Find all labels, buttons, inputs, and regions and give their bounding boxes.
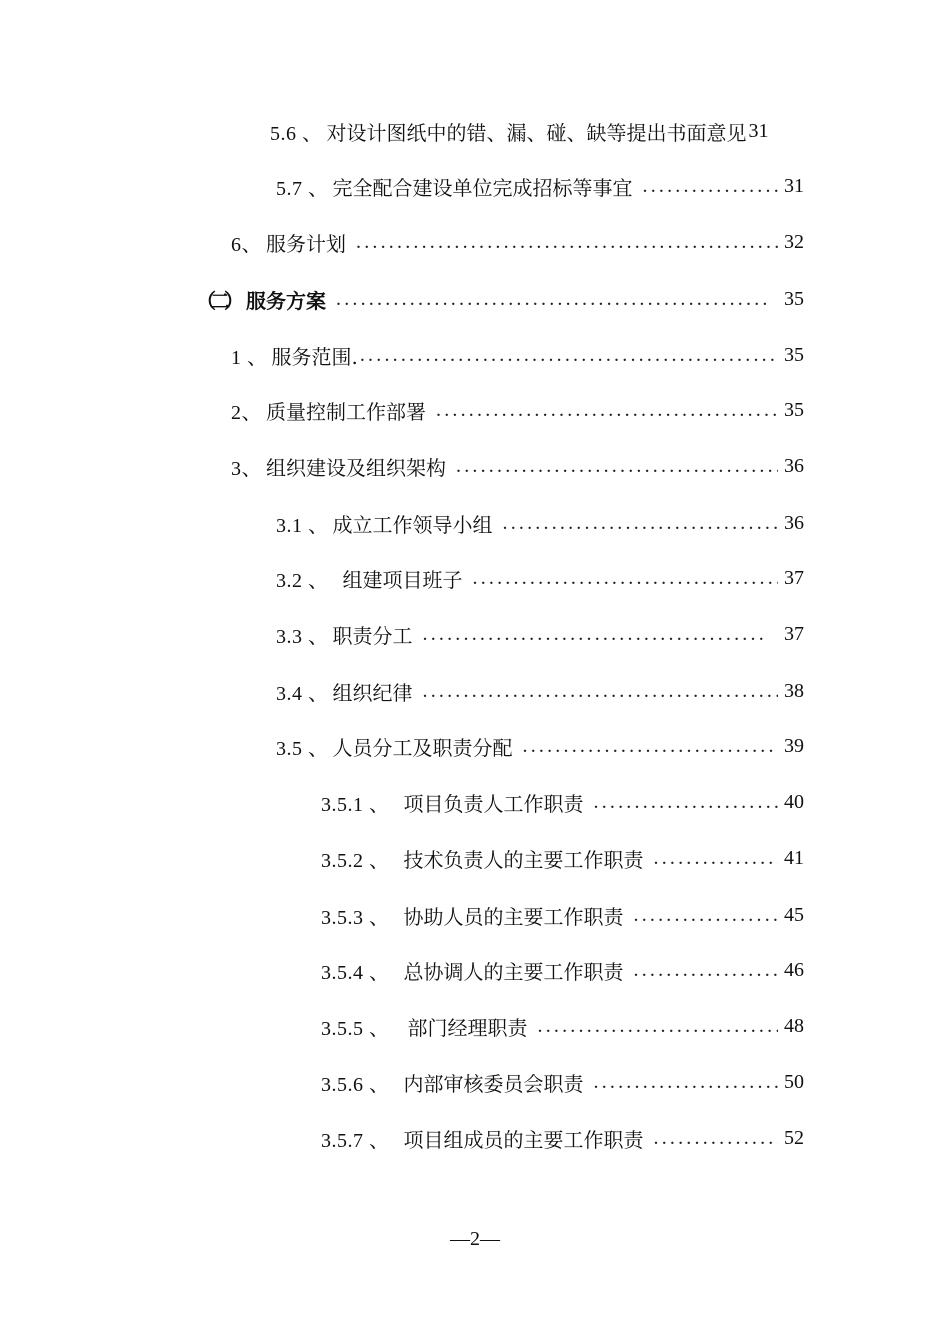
toc-entry-number: 3.1 、 — [276, 514, 329, 537]
toc-dot-leader — [503, 512, 779, 535]
toc-entry-page: 41 — [784, 846, 804, 869]
toc-entry-title: 组建项目班子 — [342, 567, 463, 592]
toc-entry-5-7[interactable] — [276, 171, 804, 201]
toc-dot-leader — [360, 344, 778, 367]
toc-entry-title: 服务方案 — [246, 288, 326, 313]
page-number-footer: —2— — [450, 1228, 500, 1250]
toc-entry-title: 人员分工及职责分配 — [332, 735, 513, 760]
toc-entry-title: 组织纪律 — [332, 680, 413, 705]
toc-entry-title: 总协调人的主要工作职责 — [403, 959, 624, 984]
toc-entry-number: 3、 — [231, 457, 262, 480]
toc-entry-3-5-7[interactable] — [321, 1123, 804, 1153]
toc-entry-section-2[interactable] — [196, 284, 804, 314]
toc-entry-page: 38 — [784, 679, 804, 702]
toc-entry-page: 35 — [784, 343, 804, 366]
toc-entry-title: 项目组成员的主要工作职责 — [403, 1127, 644, 1152]
toc-dot-leader — [356, 231, 778, 254]
toc-dot-leader — [336, 288, 768, 311]
toc-entry-number: 3.5.1 、 — [321, 793, 390, 816]
toc-dot-leader — [436, 399, 778, 422]
toc-entry-6[interactable] — [231, 227, 804, 257]
toc-entry-number: 3.5.5 、 — [321, 1017, 390, 1040]
toc-dot-leader — [654, 847, 779, 870]
toc-entry-number: 2、 — [231, 401, 262, 424]
toc-dot-leader — [643, 175, 779, 198]
toc-entry-3-5-6[interactable] — [321, 1067, 804, 1097]
toc-entry-number: 3.5.7 、 — [321, 1129, 390, 1152]
toc-entry-3-3[interactable] — [276, 619, 804, 649]
toc-entry-3-5-5[interactable] — [321, 1011, 804, 1041]
toc-dot-leader — [634, 904, 779, 927]
toc-entry-3-5-3[interactable] — [321, 900, 804, 930]
toc-entry-page: 45 — [784, 903, 804, 926]
toc-entry-page: 37 — [784, 622, 804, 645]
toc-entry-page: 36 — [784, 454, 804, 477]
toc-entry-number: 3.3 、 — [276, 625, 329, 648]
toc-entry-title: 对设计图纸中的错、漏、碰、缺等提出书面意见 — [326, 120, 747, 145]
toc-entry-title: 内部审核委员会职责 — [403, 1071, 584, 1096]
toc-entry-title: 技术负责人的主要工作职责 — [403, 847, 644, 872]
toc-entry-page: 40 — [784, 790, 804, 813]
toc-dot-leader — [456, 455, 778, 478]
toc-dot-leader — [523, 735, 779, 758]
toc-entry-number: 1 、 — [231, 346, 268, 369]
toc-entry-title: 组织建设及组织架构 — [266, 455, 446, 480]
toc-entry-number: 3.5.2 、 — [321, 849, 390, 872]
toc-entry-title: 完全配合建设单位完成招标等事宜 — [332, 175, 633, 200]
toc-entry-3-5-4[interactable] — [321, 955, 804, 985]
toc-entry-5-6[interactable] — [270, 116, 828, 146]
toc-dot-leader — [654, 1127, 779, 1150]
toc-entry-title: 协助人员的主要工作职责 — [403, 904, 624, 929]
toc-entry-3-5-2[interactable] — [321, 843, 804, 873]
toc-dot-leader — [594, 1071, 779, 1094]
toc-entry-title: 部门经理职责 — [407, 1015, 528, 1040]
toc-entry-page: 31 — [784, 174, 804, 197]
toc-dot-leader — [423, 680, 779, 703]
toc-entry-2[interactable] — [231, 395, 804, 425]
toc-entry-page: 37 — [784, 566, 804, 589]
toc-entry-page: 50 — [784, 1070, 804, 1093]
toc-entry-page: 35 — [784, 287, 804, 310]
toc-entry-title: 项目负责人工作职责 — [403, 791, 584, 816]
toc-entry-3-1[interactable] — [276, 508, 804, 538]
toc-entry-page: 46 — [784, 958, 804, 981]
toc-entry-title: 服务范围. — [271, 344, 358, 369]
toc-entry-3-4[interactable] — [276, 676, 804, 706]
toc-entry-number: 3.5.3 、 — [321, 906, 390, 929]
toc-entry-number: 3.4 、 — [276, 682, 329, 705]
toc-entry-number: 3.5.6 、 — [321, 1073, 390, 1096]
toc-dot-leader — [473, 567, 779, 590]
toc-dot-leader — [594, 791, 779, 814]
toc-entry-number: （二） — [196, 288, 238, 313]
toc-entry-3[interactable] — [231, 451, 804, 481]
toc-entry-page: 32 — [784, 230, 804, 253]
toc-entry-number: 3.5 、 — [276, 737, 329, 760]
toc-entry-title: 质量控制工作部署 — [266, 399, 426, 424]
toc-entry-page: 35 — [784, 398, 804, 421]
toc-entry-page: 36 — [784, 511, 804, 534]
toc-entry-page: 39 — [784, 734, 804, 757]
toc-entry-1[interactable] — [231, 340, 804, 370]
toc-entry-number: 3.5.4 、 — [321, 961, 390, 984]
toc-dot-leader — [634, 959, 779, 982]
toc-entry-3-2[interactable] — [276, 563, 804, 593]
toc-entry-page: 48 — [784, 1014, 804, 1037]
toc-entry-title: 职责分工 — [332, 623, 413, 648]
toc-entry-3-5-1[interactable] — [321, 787, 804, 817]
toc-entry-title: 成立工作领导小组 — [332, 512, 493, 537]
toc-entry-number: 3.2 、 — [276, 569, 329, 592]
toc-dot-leader — [538, 1015, 779, 1038]
toc-entry-3-5[interactable] — [276, 731, 804, 761]
toc-entry-page: 31 — [748, 119, 769, 142]
toc-entry-number: 5.7 、 — [276, 177, 329, 200]
toc-entry-number: 5.6 、 — [270, 122, 323, 145]
toc-entry-page: 52 — [784, 1126, 804, 1149]
toc-dot-leader — [423, 623, 769, 646]
toc-entry-number: 6、 — [231, 233, 262, 256]
toc-entry-title: 服务计划 — [266, 231, 346, 256]
